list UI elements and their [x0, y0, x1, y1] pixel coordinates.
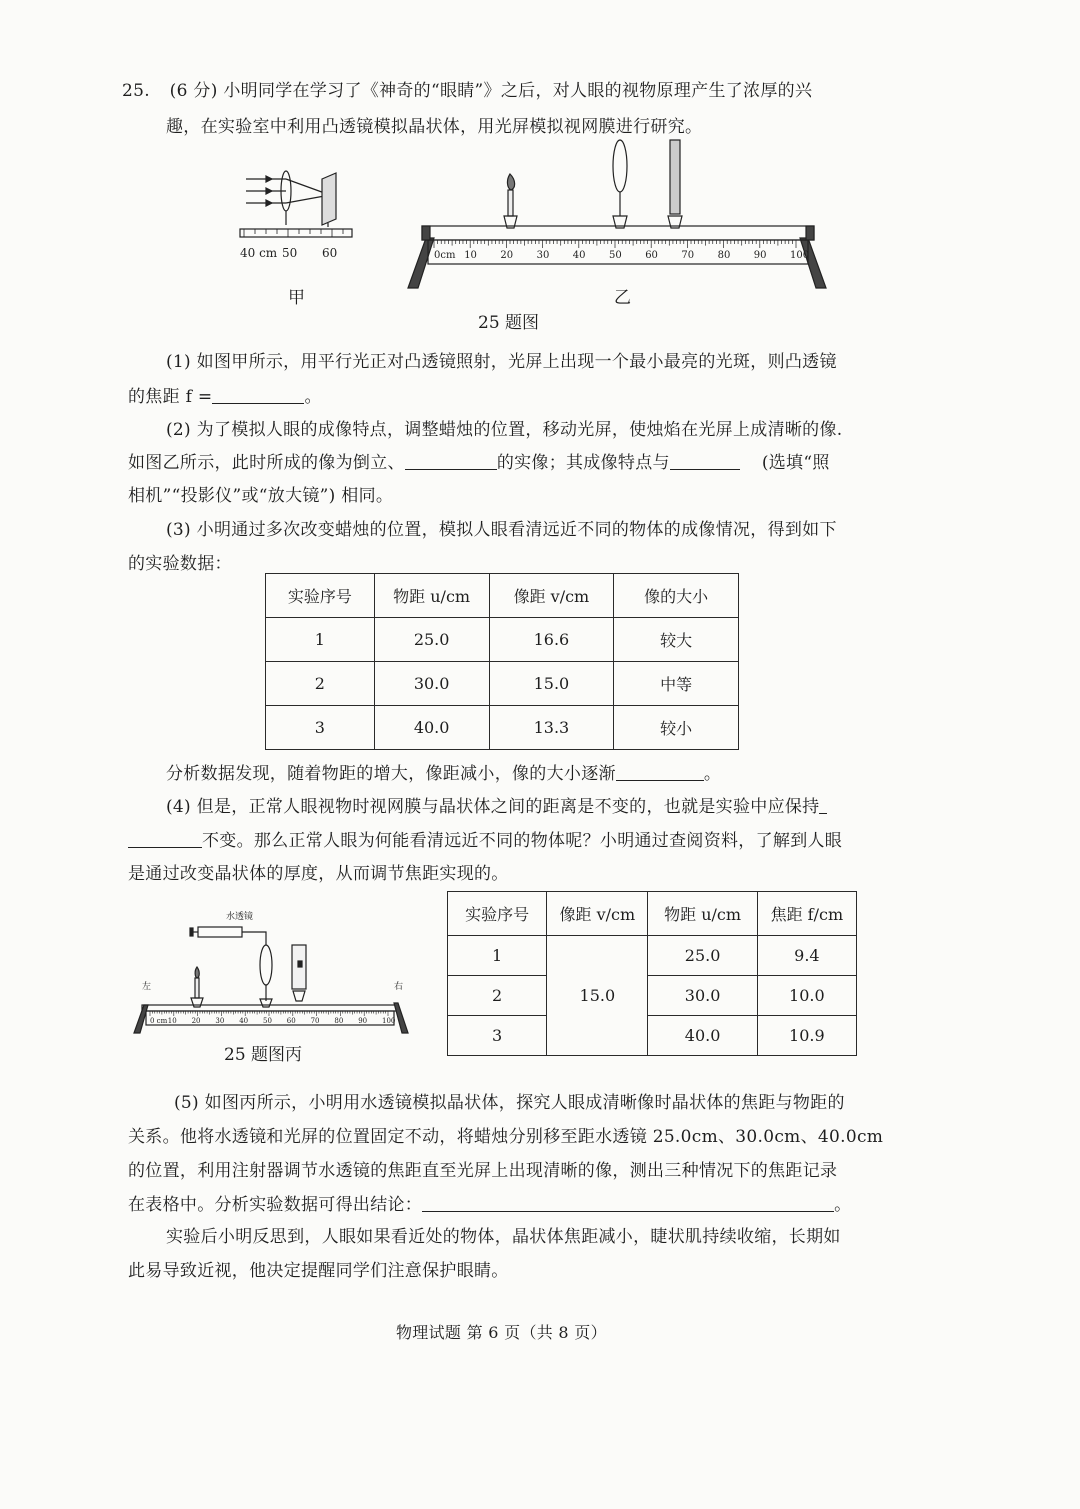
part5-line5: 实验后小明反思到，人眼如果看近处的物体，晶状体焦距减小，睫状肌持续收缩，长期如 — [166, 1227, 841, 1247]
table-cell: 较小 — [614, 706, 739, 750]
part3-line2: 的实验数据： — [128, 554, 232, 574]
bench-right-label: 右 — [394, 982, 404, 992]
part5-line4 — [128, 1190, 851, 1215]
figure-jia — [236, 165, 366, 265]
answer-blank-constant-start[interactable] — [819, 799, 827, 814]
part5-text-end: 。 — [834, 1195, 852, 1215]
answer-blank-focal-length[interactable] — [212, 389, 304, 404]
part5-line6: 此易导致近视，他决定提醒同学们注意保护眼睛。 — [128, 1261, 509, 1281]
jia-tick-label: 60 — [322, 246, 338, 260]
yi-tick-label: 80 — [717, 250, 731, 261]
yi-tick-label: 10 — [464, 250, 477, 261]
yi-tick-label: 50 — [609, 250, 622, 261]
answer-blank-conclusion[interactable] — [422, 1197, 834, 1212]
answer-blank-device[interactable] — [670, 455, 740, 470]
question-number: 25. — [122, 81, 150, 101]
table2-header: 物距 u/cm — [648, 892, 757, 936]
table-cell: 中等 — [614, 662, 739, 706]
part2-text-c: (选填“照 — [761, 453, 830, 473]
part4-line2 — [128, 826, 842, 851]
table-cell: 2 — [266, 662, 375, 706]
part4-line1 — [166, 792, 827, 817]
table-cell: 10.0 — [757, 976, 856, 1016]
table2-header: 实验序号 — [448, 892, 547, 936]
part4-text: (4) 但是，正常人眼视物时视网膜与晶状体之间的距离是不变的，也就是实验中应保持 — [166, 797, 820, 817]
question-intro-1: 小明同学在学习了《神奇的“眼睛”》之后，对人眼的视物原理产生了浓厚的兴 — [223, 81, 813, 101]
table-cell: 30.0 — [648, 976, 757, 1016]
part1-text-end: 。 — [304, 387, 322, 407]
bing-tick-label: 0 cm — [150, 1017, 168, 1025]
table-cell-image-distance: 15.0 — [547, 936, 648, 1056]
table1-header: 物距 u/cm — [374, 574, 489, 618]
part5-line3: 的位置，利用注射器调节水透镜的焦距直至光屏上出现清晰的像，测出三种情况下的焦距记录 — [128, 1161, 838, 1181]
yi-tick-label: 90 — [753, 250, 767, 261]
figure-bing — [128, 905, 418, 1035]
part3-line1: (3) 小明通过多次改变蜡烛的位置，模拟人眼看清远近不同的物体的成像情况，得到如下 — [166, 520, 837, 540]
part2-text-b: 的实像；其成像特点与 — [496, 453, 670, 473]
table-row — [448, 936, 857, 976]
yi-tick-label: 30 — [536, 250, 550, 261]
table-cell: 1 — [448, 936, 547, 976]
yi-tick-label: 100 — [790, 250, 810, 261]
part4-text-b: 不变。那么正常人眼为何能看清远近不同的物体呢？小明通过查阅资料，了解到人眼 — [202, 831, 843, 851]
table-row — [266, 706, 739, 750]
table1-header: 像距 v/cm — [489, 574, 614, 618]
table-row — [448, 976, 857, 1016]
part5-line2: 关系。他将水透镜和光屏的位置固定不动，将蜡烛分别移至距水透镜 25.0cm、30.0cm、40.0cm — [128, 1127, 884, 1147]
page-footer: 物理试题 第 6 页（共 8 页） — [396, 1323, 607, 1342]
data-table-1 — [265, 573, 739, 750]
bing-tick-label: 90 — [358, 1017, 368, 1025]
part2-text-a: 如图乙所示，此时所成的像为倒立、 — [128, 453, 405, 473]
table-row — [266, 618, 739, 662]
yi-tick-label: 70 — [681, 250, 695, 261]
question-header — [122, 76, 812, 101]
bing-tick-label: 50 — [263, 1017, 272, 1025]
part1-line1: (1) 如图甲所示，用平行光正对凸透镜照射，光屏上出现一个最小最亮的光斑，则凸透镜 — [166, 352, 837, 372]
table-cell: 13.3 — [489, 706, 614, 750]
bing-tick-label: 100 — [382, 1017, 396, 1025]
table-cell: 30.0 — [374, 662, 489, 706]
answer-blank-constant[interactable] — [128, 833, 202, 848]
table-cell: 较大 — [614, 618, 739, 662]
table-row — [448, 1016, 857, 1056]
table-cell: 15.0 — [489, 662, 614, 706]
part3-analysis-text: 分析数据发现，随着物距的增大，像距减小，像的大小逐渐 — [166, 764, 616, 784]
table1-header: 像的大小 — [614, 574, 739, 618]
bing-tick-label: 60 — [286, 1017, 296, 1025]
part5-text: 在表格中。分析实验数据可得出结论： — [128, 1195, 423, 1215]
bing-tick-label: 80 — [334, 1017, 344, 1025]
table-cell: 40.0 — [648, 1016, 757, 1056]
water-lens-label: 水透镜 — [226, 912, 254, 922]
question-points: (6 分) — [169, 81, 218, 101]
answer-blank-image-size[interactable] — [405, 455, 497, 470]
figure-caption: 25 题图 — [478, 313, 540, 333]
figure-jia-label: 甲 — [288, 288, 305, 308]
table-cell: 10.9 — [757, 1016, 856, 1056]
table-cell: 25.0 — [374, 618, 489, 662]
table-cell: 9.4 — [757, 936, 856, 976]
part1-line2 — [128, 382, 322, 407]
yi-tick-label: 60 — [645, 250, 658, 261]
figure-yi — [398, 140, 838, 290]
bench-left-label: 左 — [142, 982, 152, 992]
figure-yi-label: 乙 — [614, 288, 631, 308]
yi-tick-label: 40 — [572, 250, 586, 261]
table-cell: 3 — [266, 706, 375, 750]
question-intro-2: 趣，在实验室中利用凸透镜模拟晶状体，用光屏模拟视网膜进行研究。 — [166, 117, 703, 137]
jia-tick-label: 40 cm — [240, 246, 278, 260]
bing-tick-label: 70 — [310, 1017, 320, 1025]
table2-header: 像距 v/cm — [547, 892, 648, 936]
yi-tick-label: 20 — [500, 250, 514, 261]
bing-tick-label: 40 — [239, 1017, 249, 1025]
jia-tick-label: 50 — [282, 246, 298, 260]
part2-line3: 相机”“投影仪”或“放大镜”) 相同。 — [128, 486, 394, 506]
bing-tick-label: 20 — [191, 1017, 201, 1025]
part1-text: 的焦距 f = — [128, 387, 213, 407]
bing-tick-label: 30 — [215, 1017, 225, 1025]
data-table-2 — [447, 891, 857, 1056]
part3-analysis — [166, 759, 721, 784]
table-row — [266, 662, 739, 706]
yi-tick-label: 0cm — [434, 250, 456, 261]
table-cell: 25.0 — [648, 936, 757, 976]
answer-blank-size-trend[interactable] — [616, 766, 704, 781]
table-cell: 3 — [448, 1016, 547, 1056]
table1-header: 实验序号 — [266, 574, 375, 618]
table-cell: 40.0 — [374, 706, 489, 750]
part5-line1: (5) 如图丙所示，小明用水透镜模拟晶状体，探究人眼成清晰像时晶状体的焦距与物距的 — [174, 1093, 845, 1113]
figure-bing-caption: 25 题图丙 — [224, 1045, 303, 1065]
part2-line1: (2) 为了模拟人眼的成像特点，调整蜡烛的位置，移动光屏，使烛焰在光屏上成清晰的像. — [166, 420, 843, 440]
table-cell: 16.6 — [489, 618, 614, 662]
table2-header: 焦距 f/cm — [757, 892, 856, 936]
table-cell: 2 — [448, 976, 547, 1016]
part4-line3: 是通过改变晶状体的厚度，从而调节焦距实现的。 — [128, 864, 509, 884]
part3-analysis-end: 。 — [703, 764, 722, 784]
part2-line2 — [128, 448, 830, 473]
table-cell: 1 — [266, 618, 375, 662]
bing-tick-label: 10 — [167, 1017, 177, 1025]
